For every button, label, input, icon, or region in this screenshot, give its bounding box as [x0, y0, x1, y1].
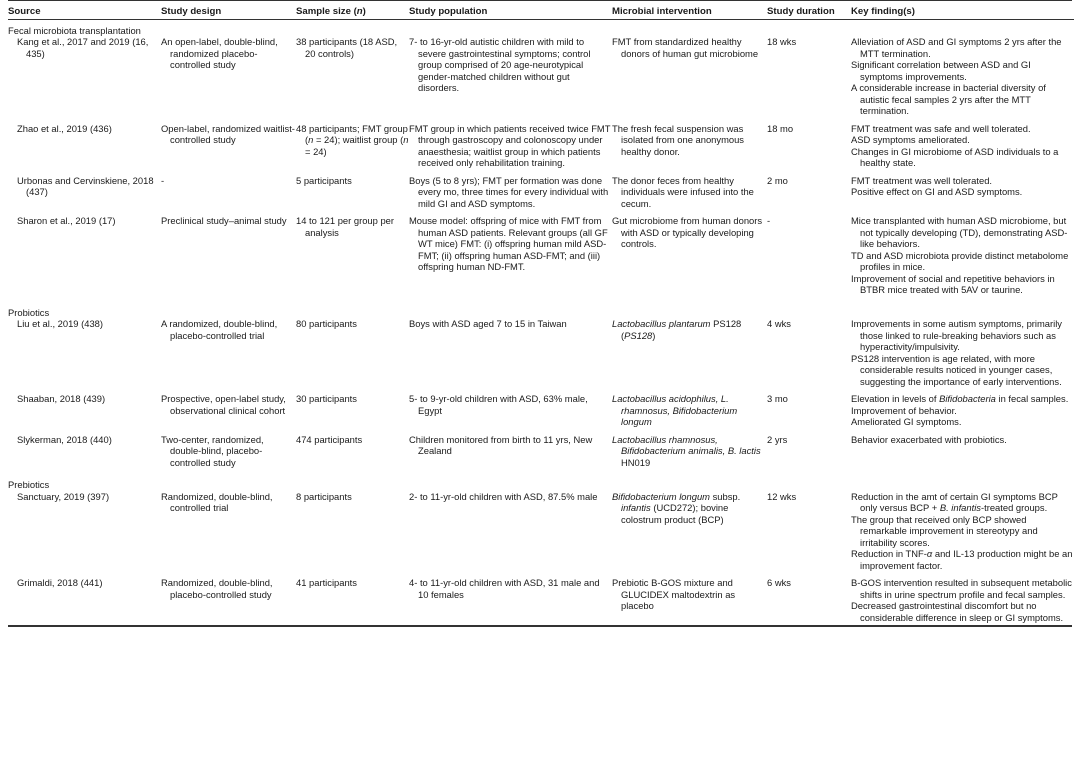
cell-findings: [851, 577, 1074, 623]
cell-findings: [851, 123, 1074, 175]
cell-duration: 6 wks: [767, 577, 791, 588]
header-study-duration: Study duration: [767, 5, 851, 19]
cell-sample: 14 to 121 per group per analysis: [296, 215, 394, 238]
cell-design: Open-label, randomized waitlist-controlled study: [161, 122, 295, 145]
fmt-table: [8, 5, 1074, 623]
cell-source: Zhao et al., 2019 (436): [17, 122, 112, 134]
cell-intervention: Prebiotic B-GOS mixture and GLUCIDEX maltodextrin as placebo: [612, 577, 736, 611]
cell-duration: 12 wks: [767, 490, 797, 502]
cell-findings: [851, 434, 1074, 475]
cell-source: Kang et al., 2017 and 2019 (16, 435): [17, 36, 149, 59]
cell-duration: 2 yrs: [767, 433, 788, 445]
table-row: [8, 491, 1074, 578]
cell-population: 4- to 11-yr-old children with ASD, 31 male and 10 females: [409, 577, 600, 600]
table-header-row: [8, 5, 1074, 19]
cell-intervention: Bifidobacterium longum subsp. infantis (UCD272); bovine colostrum product (BCP): [612, 490, 741, 525]
cell-source: Urbonas and Cervinskiene, 2018 (437): [17, 174, 154, 197]
finding: Decreased gastrointestinal discomfort but no considerable difference in sleep or GI symptoms.: [851, 600, 1064, 623]
cell-source: Liu et al., 2019 (438): [17, 318, 103, 329]
cell-duration: 18 mo: [767, 122, 794, 134]
finding: Positive effect on GI and ASD symptoms.: [851, 186, 1023, 197]
table-row: [8, 175, 1074, 216]
cell-intervention: Gut microbiome from human donors with ASD or typically developing controls.: [612, 215, 763, 249]
header-study-design: Study design: [161, 5, 296, 19]
cell-population: FMT group in which patients received twice FMT through gastroscopy and colonoscopy under anaesthesia; waitlist group in which patients received only rehabilitation training.: [409, 122, 611, 168]
finding: Elevation in levels of Bifidobacteria in fecal samples.: [851, 393, 1069, 404]
cell-source: Slykerman, 2018 (440): [17, 433, 112, 445]
finding: Improvement of behavior.: [851, 404, 957, 416]
finding: Improvement of social and repetitive behaviors in BTBR mice treated with 5AV or taurine.: [851, 272, 1055, 295]
cell-sample: 30 participants: [296, 393, 357, 404]
section-title: Fecal microbiota transplantation: [8, 24, 141, 36]
finding: Behavior exacerbated with probiotics.: [851, 433, 1007, 445]
table-row: [8, 36, 1074, 123]
table-row: [8, 318, 1074, 393]
cell-population: Boys (5 to 8 yrs); FMT per formation was done every mo, three times for every individual with mild GI and ASD symptoms.: [409, 174, 609, 209]
bottom-rule: [8, 625, 1072, 627]
finding: Ameliorated GI symptoms.: [851, 416, 962, 427]
cell-source: Shaaban, 2018 (439): [17, 393, 106, 404]
cell-sample: 474 participants: [296, 433, 363, 445]
cell-intervention: Lactobacillus rhamnosus, Bifidobacterium animalis, B. lactis HN019: [612, 433, 761, 468]
finding: Improvements in some autism symptoms, primarily those linked to rule-breaking behaviors such as hyperactivity/impulsivity.: [851, 318, 1062, 352]
cell-population: Boys with ASD aged 7 to 15 in Taiwan: [409, 318, 567, 329]
cell-findings: [851, 491, 1074, 578]
finding: Significant correlation between ASD and GI symptoms improvements.: [851, 59, 1031, 82]
table-row: [8, 215, 1074, 302]
cell-duration: 18 wks: [767, 36, 797, 47]
cell-sample: 80 participants: [296, 318, 357, 329]
header-microbial-intervention: Microbial intervention: [612, 5, 767, 19]
finding: Alleviation of ASD and GI symptoms 2 yrs after the MTT termination.: [851, 36, 1062, 59]
cell-sample: 8 participants: [296, 490, 352, 502]
cell-design: A randomized, double-blind, placebo-controlled trial: [161, 318, 278, 341]
cell-source: Sanctuary, 2019 (397): [17, 490, 110, 502]
finding: PS128 intervention is age related, with more considerable results noticed in younger cases, suggesting the importance of early interventions.: [851, 352, 1062, 387]
section-title: Prebiotics: [8, 479, 50, 490]
cell-findings: [851, 36, 1074, 123]
cell-design: Prospective, open-label study, observational clinical cohort: [161, 393, 286, 416]
cell-source: Sharon et al., 2019 (17): [17, 215, 116, 226]
finding: Mice transplanted with human ASD microbiome, but not typically developing (TD), demonstrating ASD-like behaviors.: [851, 215, 1068, 249]
finding: Changes in GI microbiome of ASD individuals to a healthy state.: [851, 145, 1059, 168]
cell-findings: [851, 215, 1074, 302]
cell-population: Children monitored from birth to 11 yrs, New Zealand: [409, 433, 593, 456]
cell-source: Grimaldi, 2018 (441): [17, 577, 103, 588]
cell-population: 5- to 9-yr-old children with ASD, 63% male, Egypt: [409, 393, 588, 416]
cell-intervention: The fresh fecal suspension was isolated from one anonymous healthy donor.: [612, 122, 744, 157]
finding: TD and ASD microbiota provide distinct metabolome profiles in mice.: [851, 249, 1069, 272]
cell-duration: 4 wks: [767, 318, 791, 329]
finding: Reduction in the amt of certain GI symptoms BCP only versus BCP + B. infantis-treated groups.: [851, 490, 1058, 513]
table-row: [8, 434, 1074, 475]
cell-intervention: Lactobacillus plantarum PS128 (PS128): [612, 318, 742, 341]
cell-design: Randomized, double-blind, placebo-controlled study: [161, 577, 273, 600]
finding: A considerable increase in bacterial diversity of autistic fecal samples 2 yrs after the MTT termination.: [851, 82, 1046, 116]
cell-findings: [851, 318, 1074, 393]
cell-findings: [851, 393, 1074, 434]
header-source: Source: [8, 5, 161, 19]
cell-population: 7- to 16-yr-old autistic children with mild to severe gastrointestinal symptoms; control group comprised of 20 age-neurotypical gender-matched children without gut disorders.: [409, 36, 591, 93]
header-study-population: Study population: [409, 5, 612, 19]
section-title: Probiotics: [8, 306, 50, 318]
cell-design: Randomized, double-blind, controlled trial: [161, 490, 273, 513]
table-row: [8, 577, 1074, 623]
cell-sample: 38 participants (18 ASD, 20 controls): [296, 36, 398, 59]
finding: FMT treatment was safe and well tolerated.: [851, 122, 1031, 134]
cell-design: An open-label, double-blind, randomized placebo-controlled study: [161, 36, 278, 70]
cell-sample: 48 participants; FMT group (n = 24); waitlist group (n = 24): [296, 122, 409, 157]
cell-population: 2- to 11-yr-old children with ASD, 87.5% male: [409, 490, 598, 502]
cell-duration: -: [767, 215, 771, 226]
top-rule: [8, 0, 1072, 1]
cell-design: Preclinical study–animal study: [161, 215, 287, 226]
section-row: [8, 474, 1074, 491]
finding: B-GOS intervention resulted in subsequent metabolic shifts in urine spectrum profile and fecal samples.: [851, 577, 1072, 600]
table-row: [8, 123, 1074, 175]
finding: FMT treatment was well tolerated.: [851, 174, 993, 186]
section-row: [8, 302, 1074, 319]
cell-design: Two-center, randomized, double-blind, placebo-controlled study: [161, 433, 264, 468]
cell-sample: 41 participants: [296, 577, 357, 588]
cell-design: -: [161, 174, 165, 186]
cell-intervention: Lactobacillus acidophilus, L. rhamnosus, Bifidobacterium longum: [612, 393, 738, 427]
header-sample-size: Sample size (n): [296, 5, 409, 19]
finding: Reduction in TNF-α and IL-13 production might be an improvement factor.: [851, 548, 1073, 571]
cell-findings: [851, 175, 1074, 216]
cell-duration: 3 mo: [767, 393, 788, 404]
cell-duration: 2 mo: [767, 174, 788, 186]
cell-sample: 5 participants: [296, 174, 352, 186]
cell-intervention: FMT from standardized healthy donors of human gut microbiome: [612, 36, 759, 59]
table-row: [8, 393, 1074, 434]
cell-population: Mouse model: offspring of mice with FMT from human ASD patients. Relevant groups (all GF WT mice) FMT: (i) offspring human mild ASD-FMT; (ii) offspring human ASD-FMT; and (iii) offspring human ND-FMT.: [409, 215, 608, 272]
cell-intervention: The donor feces from healthy individuals were infused into the cecum.: [612, 174, 754, 209]
section-row: [8, 19, 1074, 36]
finding: The group that received only BCP showed remarkable improvement in stereotypy and irritability scores.: [851, 513, 1038, 548]
header-key-findings: Key finding(s): [851, 5, 1074, 19]
finding: ASD symptoms ameliorated.: [851, 134, 970, 145]
